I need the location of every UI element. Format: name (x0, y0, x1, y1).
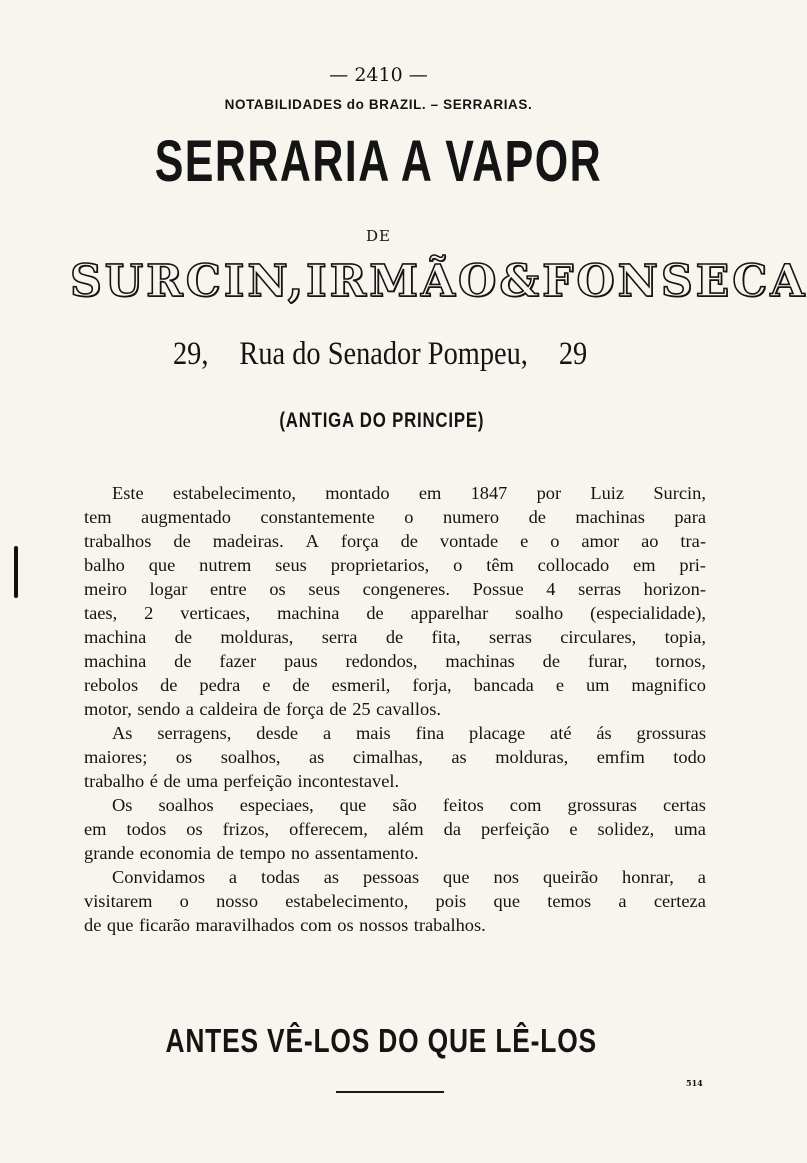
firm-name (70, 256, 807, 307)
body-line: trabalhos de madeiras. A força de vontade e o amor ao tra- (84, 531, 706, 551)
body-text (84, 481, 706, 937)
footer-rule (336, 1091, 444, 1093)
body-line: Convidamos a todas as pessoas que nos queirão honrar, a (112, 867, 706, 887)
body-line: trabalho é de uma perfeição incontestavel. (84, 771, 400, 791)
address-street: Rua do Senador Pompeu, (239, 336, 528, 372)
firm-word-fonseca: FONSECA (542, 256, 807, 307)
body-line: tem augmentado constantemente o numero de machinas para (84, 507, 706, 527)
printer-mark: 514 (686, 1078, 703, 1088)
firm-word-irmao: IRMÃO (306, 256, 500, 307)
body-line: machina de fazer paus redondos, machinas de furar, tornos, (84, 651, 706, 671)
page-number: — 2410 — (329, 64, 428, 86)
body-line: maiores; os soalhos, as cimalhas, as molduras, emfim todo (84, 747, 706, 767)
body-line: grande economia de tempo no assentamento. (84, 843, 419, 863)
ad-title: SERRARIA A VAPOR (154, 129, 603, 194)
former-street-name: (ANTIGA DO PRINCIPE) (279, 409, 485, 432)
body-line: balho que nutrem seus proprietarios, o têm collocado em pri- (84, 555, 706, 575)
address-number-left: 29, (172, 336, 209, 372)
body-line: taes, 2 verticaes, machina de apparelhar soalho (especialidade), (84, 603, 706, 623)
section-subtitle: NOTABILIDADES do BRAZIL. – SERRARIAS. (224, 97, 533, 112)
body-line: motor, sendo a caldeira de força de 25 cavallos. (84, 699, 441, 719)
address-line (55, 336, 706, 373)
body-line: machina de molduras, serra de fita, serras circulares, topia, (84, 627, 706, 647)
ad-de: DE (366, 227, 391, 245)
firm-word-surcin: SURCIN, (70, 256, 307, 307)
body-line: As serragens, desde a mais fina placage até ás grossuras (112, 723, 706, 743)
body-line: rebolos de pedra e de esmeril, forja, bancada e um magnifico (84, 675, 706, 695)
body-line: de que ficarão maravilhados com os nossos trabalhos. (84, 915, 486, 935)
body-line: Os soalhos especiaes, que são feitos com grossuras certas (112, 795, 706, 815)
firm-word-ampersand: & (499, 256, 543, 307)
body-line: em todos os frizos, offerecem, além da perfeição e solidez, uma (84, 819, 706, 839)
body-line: Este estabelecimento, montado em 1847 por Luiz Surcin, (112, 483, 706, 503)
body-line: meiro logar entre os seus congeneres. Possue 4 serras horizon- (84, 579, 706, 599)
body-line: visitarem o nosso estabelecimento, pois que temos a certeza (84, 891, 706, 911)
slogan: ANTES VÊ-LOS DO QUE LÊ-LOS (165, 1022, 597, 1059)
margin-ink-mark (14, 546, 18, 598)
address-number-right: 29 (558, 336, 588, 372)
